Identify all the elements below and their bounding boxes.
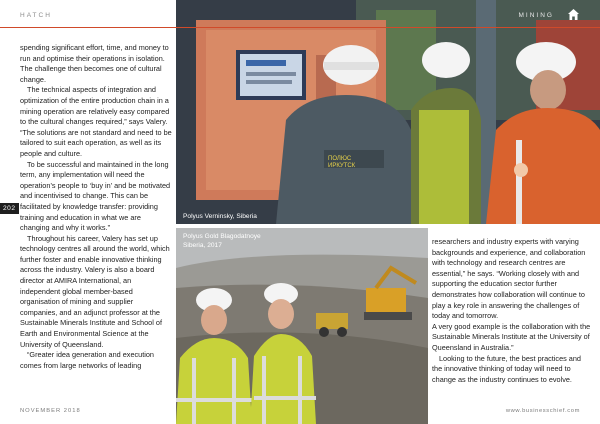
paragraph: spending significant effort, time, and money to run and optimise their operations in isolation. The challenge then becomes one of cultural change. xyxy=(20,43,169,84)
paragraph: The technical aspects of integration and optimization of the entire production chain in a mining operation are relatively easy compared to the cultural changes required,” says Valery. “The solutions are not standard and need to be tailored to suit each operation, as well as its people and culture. xyxy=(20,85,172,158)
header-rule xyxy=(176,27,600,28)
photo-caption-top: Polyus Verninsky, Siberia xyxy=(183,213,257,220)
publication-name: HATCH xyxy=(20,12,52,19)
photo-mine-site xyxy=(176,228,428,424)
home-icon[interactable] xyxy=(567,8,580,21)
paragraph: Looking to the future, the best practices and the innovative thinking of today will need to change as the industry continues to evolve. xyxy=(432,353,581,384)
paragraph: Throughout his career, Valery has set up technology centres all around the world, which further foster and enable innovative thinking across the industry. Valery is also a board director at AMIRA International, an independent global member-based organisation of mining and supplier companies, and an adjunct professor at the Sustainable Minerals Institute and School of Earth and Environmental Science at the University of Queensland. xyxy=(20,233,170,349)
paragraph: researchers and industry experts with varying backgrounds and experience, and collaboration with technology and research centres are essential,” he says. “Working closely with and supporting the education sector further demonstrates how collaboration will continue to play a key role in answering the challenges of today and tomorrow. xyxy=(432,237,586,321)
caption-line: Polyus Gold Blagodatnoye xyxy=(183,233,261,240)
photo-caption-bottom xyxy=(183,233,261,250)
paragraph: “Greater idea generation and execution comes from large networks of leading xyxy=(20,350,154,370)
section-name: MINING xyxy=(518,12,554,19)
header-rule xyxy=(0,27,176,28)
page-number-left: 202 xyxy=(0,203,19,214)
paragraph: A very good example is the collaboration with the Sustainable Minerals Institute at the University of Queensland in Australia.” xyxy=(432,321,591,352)
issue-date: NOVEMBER 2018 xyxy=(20,408,81,414)
photo-control-room xyxy=(176,0,600,224)
caption-line: Siberia, 2017 xyxy=(183,241,222,249)
photo-mine-site-illustration xyxy=(176,228,428,424)
vest-logo-text: ПОЛЮС xyxy=(328,156,352,162)
photo-control-room-illustration xyxy=(176,0,600,224)
vest-logo-text: ИРКУТСК xyxy=(328,163,356,169)
website-link[interactable]: www.businesschief.com xyxy=(505,408,580,414)
article-column-right xyxy=(432,237,592,385)
paragraph: To be successful and maintained in the long term, any implementation will need the operation’s people to ‘buy in’ and be motivated and incentivised to change. This can be facilitated by knowledge transfer: providing training and education in what we are changing and why it works.” xyxy=(20,159,171,233)
article-column-left xyxy=(20,43,172,371)
